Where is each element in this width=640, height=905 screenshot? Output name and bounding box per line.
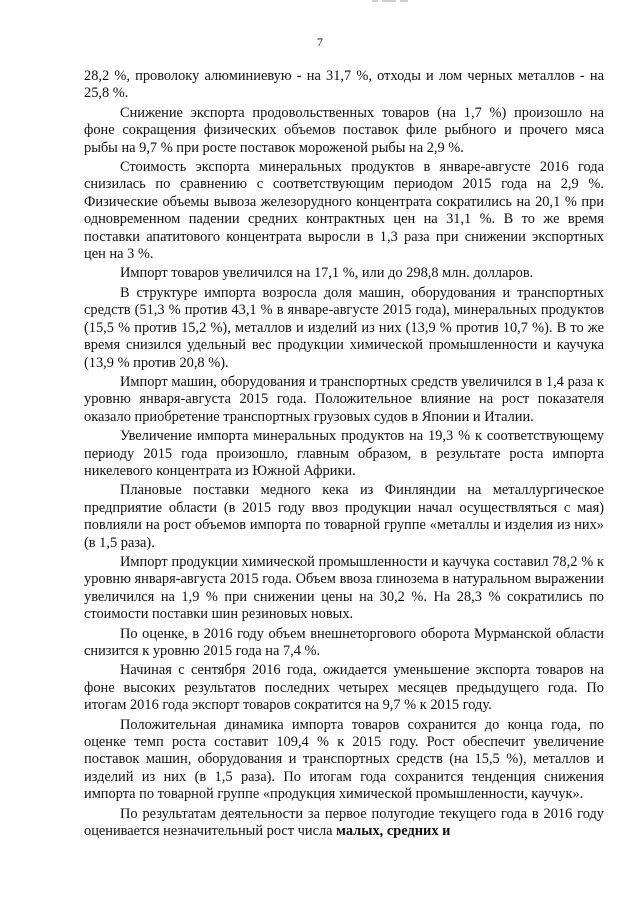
paragraph-6: Импорт машин, оборудования и транспортных средств увеличился в 1,4 раза к уровню января-августа 2015 года. Положительное влияние на рост показателя оказало приобретение транспортных грузовых судов в Японии и Италии. xyxy=(84,373,604,425)
paragraph-4: Импорт товаров увеличился на 17,1 %, или до 298,8 млн. долларов. xyxy=(120,265,534,282)
paragraph-2: Снижение экспорта продовольственных товаров (на 1,7 %) произошло на фоне сокращения физических объемов поставок филе рыбного и прочего мяса рыбы на 9,7 % при росте поставок мороженой рыбы на 2,9 %. xyxy=(84,104,604,156)
paragraph-5: В структуре импорта возросла доля машин, оборудования и транспортных средств (51,3 % против 43,1 % в январе-августе 2015 года), минеральных продуктов (15,5 % против 15,2 %), металлов и изделий из них (13,9 % против 10,7 %). В то же время снизился удельный вес продукции химической промышленности и каучука (13,9 % против 20,8 %). xyxy=(84,284,604,371)
paragraph-12: Положительная динамика импорта товаров сохранится до конца года, по оценке темп роста составит 109,4 % к 2015 году. Рост обеспечит увеличение поставок машин, оборудования и транспортных средств (на 15,5 %), металлов и изделий из них (в 1,5 раза). По итогам года сохранится тенденция снижения импорта по товарной группе «продукция химической промышленности, каучук». xyxy=(84,716,604,803)
paragraph-9: Импорт продукции химической промышленности и каучука составил 78,2 % к уровню января-августа 2015 года. Объем ввоза глинозема в натуральном выражении увеличился на 1,9 % при снижении цены на 30,2 %. На 28,3 % сократились по стоимости поставки шин резиновых новых. xyxy=(84,553,604,623)
paragraph-13 xyxy=(84,806,604,841)
page-number: 7 xyxy=(317,35,323,49)
paragraph-1: 28,2 %, проволоку алюминиевую - на 31,7 %, отходы и лом черных металлов - на 25,8 %. xyxy=(84,68,604,102)
paragraph-7: Увеличение импорта минеральных продуктов на 19,3 % к соответствующему периоду 2015 года произошло, главным образом, в результате роста импорта никелевого концентрата из Южной Африки. xyxy=(84,428,604,479)
scan-artifact-marks xyxy=(372,0,412,6)
paragraph-13-text: По результатам деятельности за первое полугодие текущего года в 2016 году оценивается незначительный рост числа xyxy=(84,805,604,840)
paragraph-3: Стоимость экспорта минеральных продуктов в январе-августе 2016 года снизилась по сравнению с соответствующим периодом 2015 года на 2,9 %. Физические объемы вывоза железорудного концентрата сократились на 20,1 % при одновременном падении средних контрактных цен на 31,1 %. В то же время поставки апатитового концентрата выросли в 1,3 раза при снижении экспортных цен на 3 %. xyxy=(84,159,604,263)
paragraph-10: По оценке, в 2016 году объем внешнеторгового оборота Мурманской области снизится к уровню 2015 года на 7,4 %. xyxy=(84,625,604,659)
document-body xyxy=(84,68,604,842)
paragraph-11: Начиная с сентября 2016 года, ожидается уменьшение экспорта товаров на фоне высоких результатов последних четырех месяцев предыдущего года. По итогам 2016 года экспорт товаров сократится на 9,7 % к 2015 году. xyxy=(84,662,604,714)
paragraph-13-bold-text: малых, средних и xyxy=(336,823,451,840)
paragraph-8: Плановые поставки медного кека из Финляндии на металлургическое предприятие области (в 2015 году ввоз продукции начал осуществляться с мая) повлияли на рост объемов импорта по товарной группе «металлы и изделия из них» (в 1,5 раза). xyxy=(84,482,604,551)
